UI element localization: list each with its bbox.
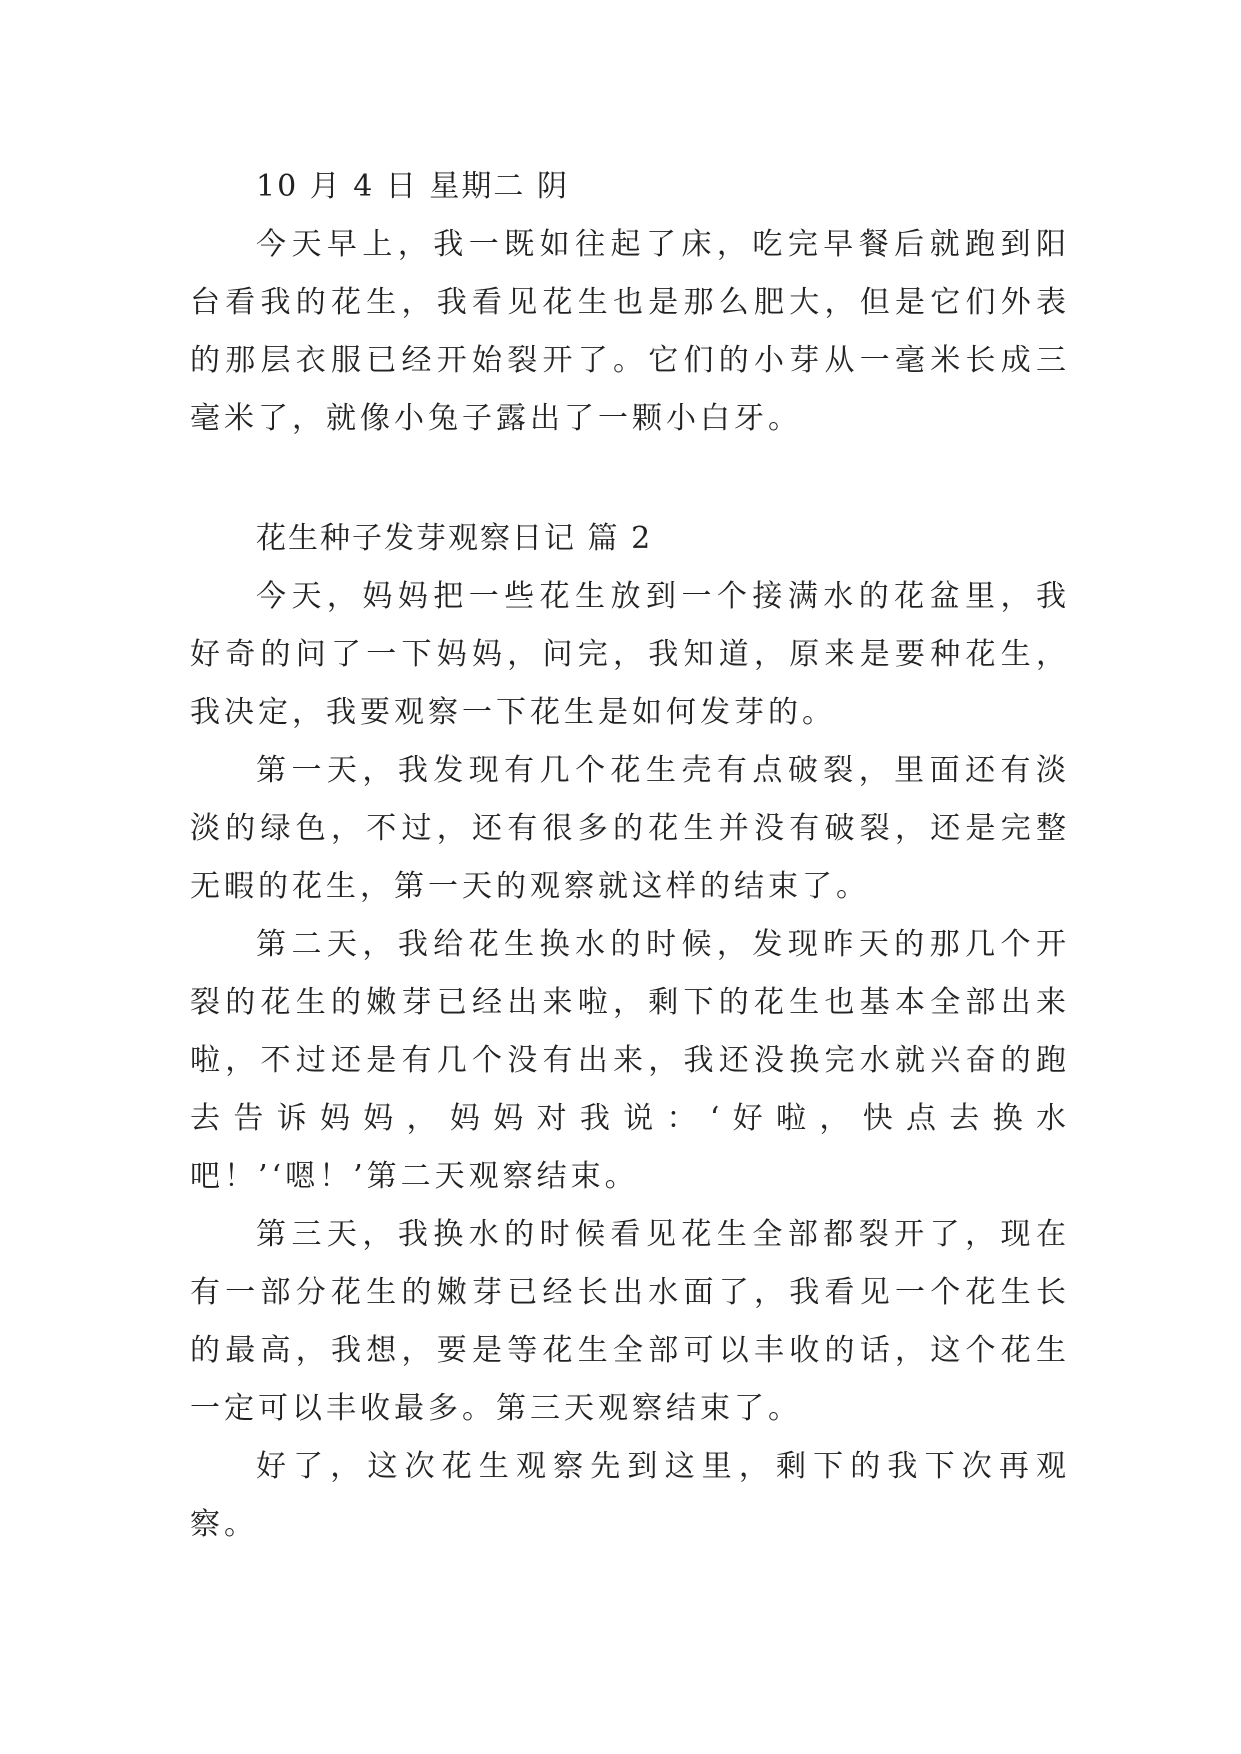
paragraph-day-one: 第一天，我发现有几个花生壳有点破裂，里面还有淡淡的绿色，不过，还有很多的花生并没有破裂，还是完整无暇的花生，第一天的观察就这样的结束了。 xyxy=(190,753,1070,904)
paragraph-closing: 好了，这次花生观察先到这里，剩下的我下次再观察。 xyxy=(190,1449,1070,1542)
paragraph-day-two: 第二天，我给花生换水的时候，发现昨天的那几个开裂的花生的嫩芽已经出来啦，剩下的花生也基本全部出来啦，不过还是有几个没有出来，我还没换完水就兴奋的跑去告诉妈妈，妈妈对我说：‘好啦，快点去换水吧！’‘嗯！’第二天观察结束。 xyxy=(190,927,1070,1194)
document-body xyxy=(190,158,1070,1554)
paragraph-intro: 今天，妈妈把一些花生放到一个接满水的花盆里，我好奇的问了一下妈妈，问完，我知道，原来是要种花生，我决定，我要观察一下花生是如何发芽的。 xyxy=(190,579,1070,730)
section-title: 花生种子发芽观察日记 篇 2 xyxy=(256,521,653,556)
section-spacer xyxy=(190,448,1070,510)
entry-date: 10 月 4 日 星期二 阴 xyxy=(256,169,569,204)
paragraph-day-three: 第三天，我换水的时候看见花生全部都裂开了，现在有一部分花生的嫩芽已经长出水面了，我看见一个花生长的最高，我想，要是等花生全部可以丰收的话，这个花生一定可以丰收最多。第三天观察结束了。 xyxy=(190,1217,1070,1426)
entry-paragraph: 今天早上，我一既如往起了床，吃完早餐后就跑到阳台看我的花生，我看见花生也是那么肥大，但是它们外表的那层衣服已经开始裂开了。它们的小芽从一毫米长成三毫米了，就像小兔子露出了一颗小白牙。 xyxy=(190,227,1070,436)
